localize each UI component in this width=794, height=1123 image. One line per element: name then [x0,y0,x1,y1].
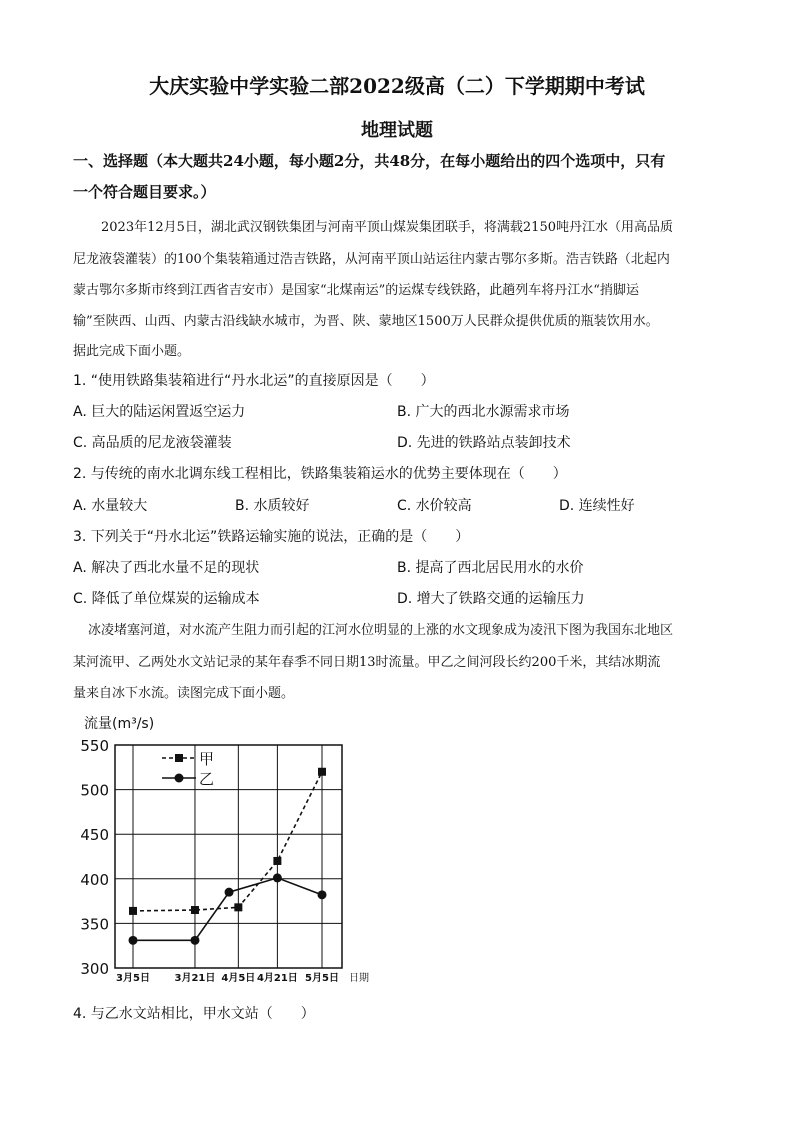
data-point-jia [273,857,281,865]
y-tick-label: 400 [80,870,109,889]
question-3-option-b[interactable]: B. 提高了西北居民用水的水价 [397,560,584,576]
legend-marker [175,774,184,783]
question-3-option-c[interactable]: C. 降低了单位煤炭的运输成本 [73,591,260,607]
series-line-yi [133,878,322,940]
question-3-option-d[interactable]: D. 增大了铁路交通的运输压力 [397,591,585,607]
x-tick-label: 3月21日 [174,973,216,984]
passage1-line: 蒙古鄂尔多斯市终到江西省吉安市）是国家“北煤南运”的运煤专线铁路，此趟列车将丹江水“捎脚运 [73,283,639,298]
x-tick-label: 4月5日 [221,973,256,984]
question-2-option-c[interactable]: C. 水价较高 [397,498,472,514]
question-2-option-a[interactable]: A. 水量较大 [73,498,148,514]
data-point-yi [273,873,282,882]
data-point-jia [318,768,326,776]
y-tick-label: 550 [80,737,109,755]
passage1-line: 据此完成下面小题。 [73,344,191,359]
question-2-option-d[interactable]: D. 连续性好 [559,498,635,514]
passage1-line: 输”至陕西、山西、内蒙古沿线缺水城市，为晋、陕、蒙地区1500万人民群众提供优质的瓶装饮用水。 [73,314,659,329]
legend-label: 乙 [199,770,215,788]
passage2-line: 冰凌堵塞河道，对水流产生阻力而引起的江河水位明显的上涨的水文现象成为凌汛下图为我国东北地区 [88,623,674,638]
question-1-option-a[interactable]: A. 巨大的陆运闲置返空运力 [73,404,246,420]
exam-title: 大庆实验中学实验二部2022级高（二）下学期期中考试 [149,74,645,98]
chart-xlabel: 日期 [349,973,369,984]
data-point-yi [190,936,199,945]
question-2-stem: 2. 与传统的南水北调东线工程相比，铁路集装箱运水的优势主要体现在（ ） [73,466,567,482]
passage2-line: 量来自冰下水流。读图完成下面小题。 [73,686,295,701]
data-point-jia [234,903,242,911]
passage1-line: 尼龙液袋灌装）的100个集装箱通过浩吉铁路，从河南平顶山站运往内蒙古鄂尔多斯。浩吉铁路（北起内 [73,252,670,267]
y-tick-label: 350 [80,915,109,934]
data-point-yi [129,936,138,945]
question-4-stem: 4. 与乙水文站相比，甲水文站（ ） [73,1006,315,1022]
question-1-option-d[interactable]: D. 先进的铁路站点装卸技术 [397,435,571,451]
x-tick-label: 4月21日 [256,973,298,984]
question-3-stem: 3. 下列关于“丹水北运”铁路运输实施的说法，正确的是（ ） [73,529,470,545]
question-1-option-c[interactable]: C. 高品质的尼龙液袋灌装 [73,435,232,451]
passage2-line: 某河流甲、乙两处水文站记录的某年春季不同日期13时流量。甲乙之间河段长约200千米，其结冰期流 [73,655,661,670]
flow-chart [0,700,794,1000]
question-1-stem: 1. “使用铁路集装箱进行“丹水北运”的直接原因是（ ） [73,373,435,389]
data-point-yi [318,890,327,899]
data-point-jia [191,906,199,914]
x-tick-label: 5月5日 [305,973,339,984]
question-2-option-b[interactable]: B. 水质较好 [235,498,310,514]
legend-marker [175,754,183,762]
y-tick-label: 300 [80,960,109,978]
passage1-line: 2023年12月5日，湖北武汉钢铁集团与河南平顶山煤炭集团联手，将满载2150吨丹江水（用高品质 [101,220,673,235]
plot-frame [115,745,342,968]
exam-subject: 地理试题 [361,120,433,141]
chart-ylabel: 流量(m³/s) [84,716,155,732]
x-tick-label: 3月5日 [116,973,150,984]
question-3-option-a[interactable]: A. 解决了西北水量不足的现状 [73,560,260,576]
section-heading-line1: 一、选择题（本大题共24小题，每小题2分，共48分，在每小题给出的四个选项中，只有 [73,152,666,170]
y-tick-label: 450 [80,826,109,845]
data-point-yi [225,888,234,897]
legend-label: 甲 [199,750,215,768]
data-point-jia [129,907,137,915]
question-1-option-b[interactable]: B. 广大的西北水源需求市场 [397,404,570,420]
section-heading-line2: 一个符合题目要求。） [73,183,216,201]
y-tick-label: 500 [80,781,109,800]
